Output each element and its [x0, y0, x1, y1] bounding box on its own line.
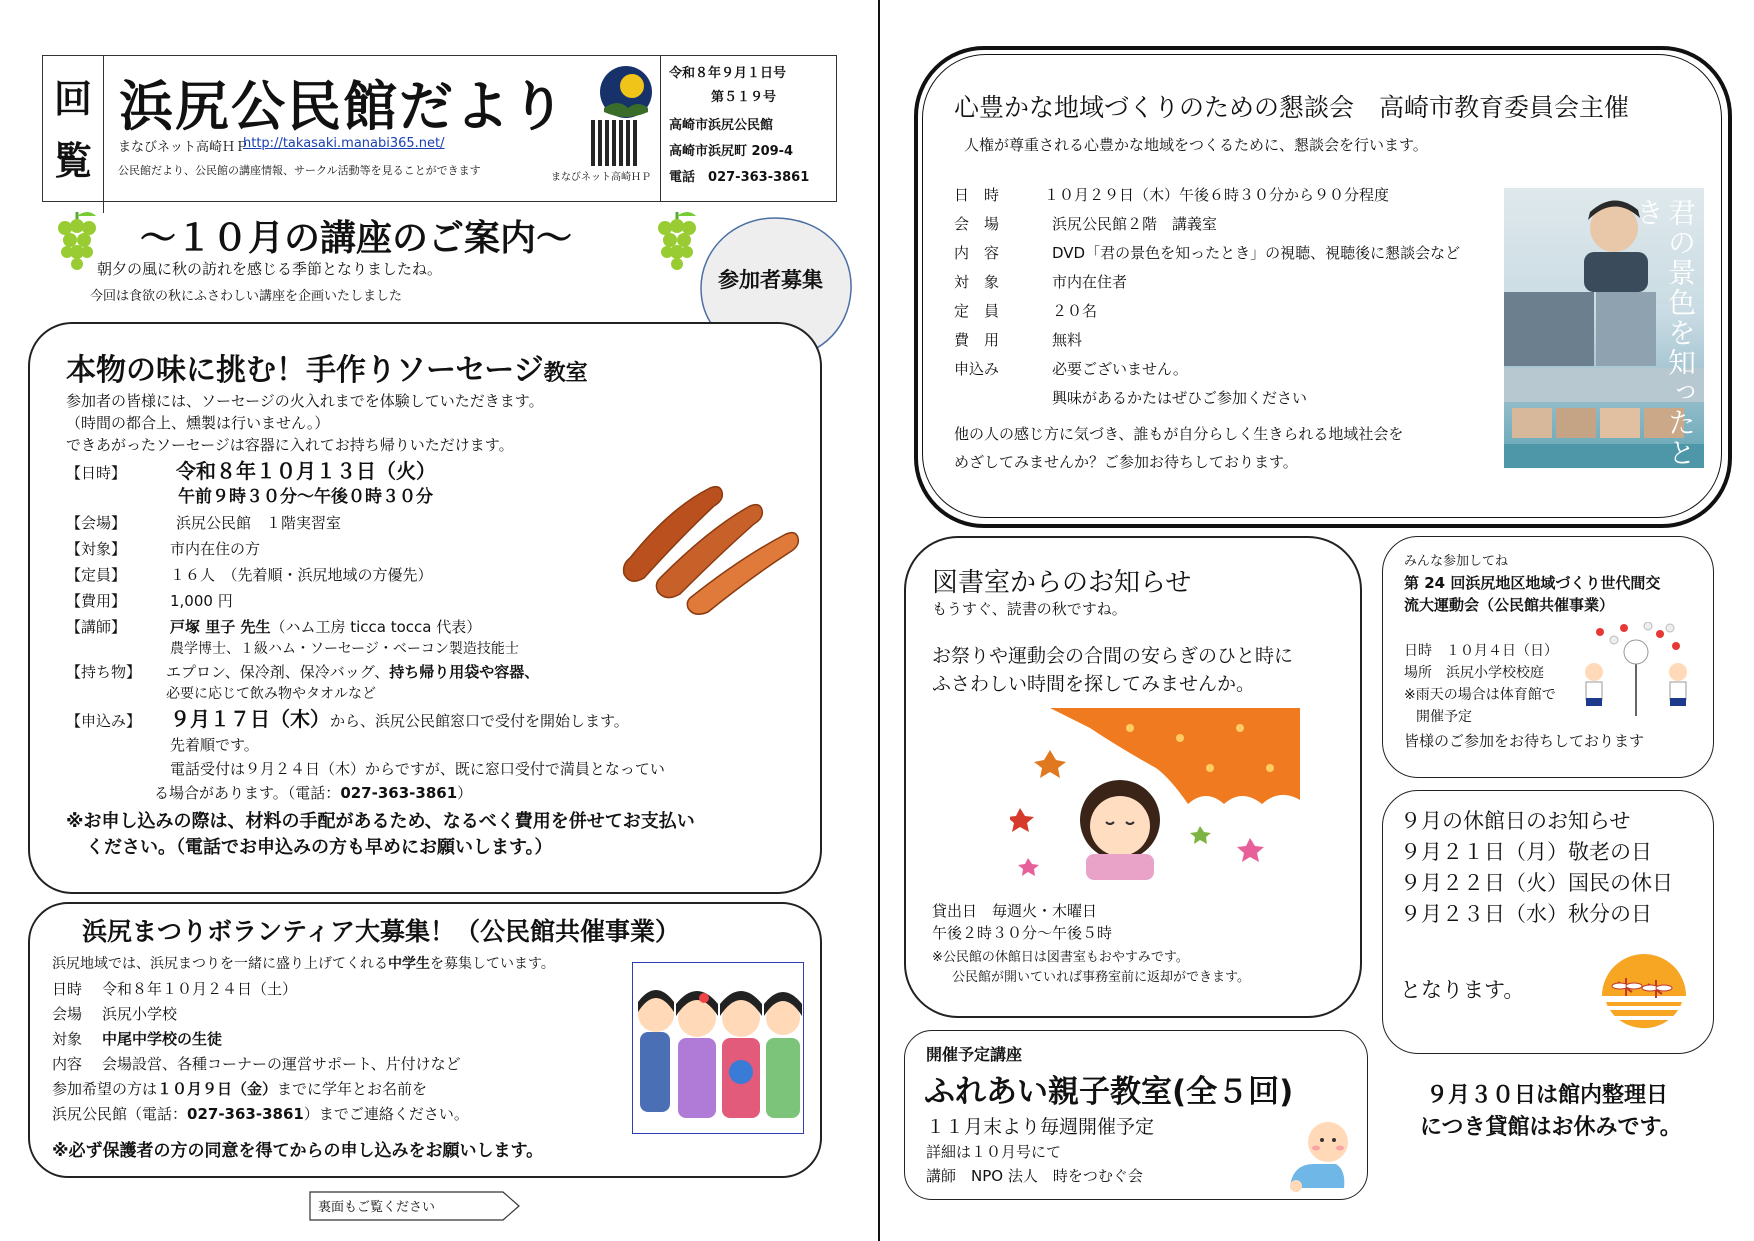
items-bold: 持ち帰り用袋や容器、	[389, 663, 540, 681]
instructor-org: （ハム工房 ticca tocca 代表）	[270, 618, 482, 636]
volunteer-desc-bold: 中学生	[388, 956, 430, 972]
october-intro: 今回は食欲の秋にふさわしい講座を企画いたしました	[90, 289, 403, 304]
sausage-title-suffix: 教室	[543, 361, 588, 386]
apply-text: ）までご連絡ください。	[303, 1105, 469, 1123]
instructor-name: 戸塚 里子 先生	[170, 618, 271, 636]
items-value-2: 必要に応じて飲み物やタオルなど	[166, 686, 376, 702]
target-value: 市内在住の方	[170, 540, 261, 558]
date-label: 日時	[52, 980, 83, 998]
library-lending	[932, 900, 1112, 944]
time-value: 午前９時３０分～午後０時３０分	[178, 487, 433, 507]
volunteer-title: 浜尻まつりボランティア大募集！（公民館共催事業）	[82, 917, 681, 946]
detail-extra: 興味があるかたはぜひご参加ください	[1052, 389, 1308, 407]
items-value: エプロン、保冷剤、保冷バッグ、	[166, 663, 390, 681]
site-link[interactable]: http://takasaki.manabi365.net/	[243, 136, 445, 151]
holiday-item: ９月２１日（月）敬老の日	[1400, 840, 1652, 864]
apply-date: ９月１７日（木）	[170, 707, 330, 731]
grape-icon	[50, 208, 104, 272]
date-label: 【日時】	[66, 464, 127, 482]
volunteer-details	[52, 952, 555, 1164]
items-label: 【持ち物】	[66, 663, 142, 681]
holiday-item: ９月２２日（火）国民の休日	[1400, 871, 1673, 895]
site-label: まなびネット高崎ＨＰ	[118, 140, 249, 155]
closing-note-line: ９月３０日は館内整理日	[1426, 1083, 1669, 1108]
content-label: 内容	[52, 1055, 83, 1073]
holidays-title: ９月の休館日のお知らせ	[1400, 809, 1631, 833]
apply-label: 【申込み】	[66, 712, 142, 730]
issue-info	[660, 56, 837, 201]
date-value: 令和８年１０月１３日（火）	[176, 459, 436, 483]
detail-line: 講師 NPO 法人 時をつむぐ会	[926, 1167, 1143, 1185]
target-label: 【対象】	[66, 540, 127, 558]
tel-label: 電話	[669, 170, 696, 185]
issue-date: 令和８年９月１日号	[669, 66, 787, 81]
closing-line: めざしてみませんか？ご参加お待ちしております。	[954, 453, 1298, 471]
venue-value: 浜尻公民館 １階実習室	[176, 514, 342, 532]
october-intro: 朝夕の風に秋の訪れを感じる季節となりましたね。	[97, 260, 443, 278]
detail-value: 無料	[1052, 331, 1083, 349]
apply-text: 浜尻公民館（電話：	[52, 1105, 188, 1123]
qr-caption: まなびネット高崎ＨＰ	[551, 172, 651, 183]
apply-text: 先着順です。	[170, 736, 259, 754]
body-line: ふさわしい時間を探してみませんか。	[932, 673, 1256, 695]
org-address: 高崎市浜尻町 209-4	[669, 144, 794, 159]
circulation-char: 覧	[53, 139, 92, 183]
detail-label: 対 象	[954, 273, 1000, 291]
newsletter-header	[42, 55, 837, 202]
title-line: 流大運動会（公民館共催事業）	[1404, 596, 1615, 614]
venue-label: 会場	[52, 1005, 83, 1023]
lending-line: 貸出日 毎週火・木曜日	[932, 902, 1098, 920]
circulation-stamp	[43, 56, 104, 213]
apply-text: ）	[457, 784, 473, 802]
sports-rain: 開催予定	[1416, 709, 1472, 725]
sausage-description	[66, 390, 544, 456]
holiday-item: ９月２３日（水）秋分の日	[1400, 902, 1652, 926]
moon-logo-icon	[598, 64, 654, 120]
apply-date: １０月９日（金）	[157, 1080, 278, 1098]
apply-tel: 027-363-3861	[187, 1105, 304, 1123]
apply-text: る場合があります。（電話：	[154, 784, 341, 802]
detail-label: 申込み	[954, 360, 1000, 378]
closing-line: 他の人の感じ方に気づき、誰もが自分らしく生きられる地域社会を	[954, 425, 1404, 443]
header-description: 公民館だより、公民館の講座情報、サークル活動等を見ることができます	[118, 164, 481, 177]
capacity-label: 【定員】	[66, 566, 127, 584]
forum-details	[954, 184, 1460, 416]
description-line: （時間の都合上、燻製は行いません。）	[66, 414, 330, 432]
body-line: お祭りや運動会の合間の安らぎのひと時に	[932, 645, 1294, 667]
sports-venue: 場所 浜尻小学校校庭	[1404, 665, 1544, 681]
upcoming-details	[926, 1140, 1143, 1188]
newsletter-title: 浜尻公民館だより	[119, 75, 567, 138]
closing-note	[1420, 1080, 1682, 1144]
apply-tel: 027-363-3861	[340, 784, 458, 802]
detail-label: 日 時	[954, 186, 1000, 204]
sausage-title	[66, 345, 588, 389]
apply-text: 電話受付は９月２４日（木）からですが、既に窓口受付で満員となってい	[170, 760, 665, 778]
venue-value: 浜尻小学校	[102, 1005, 178, 1023]
volunteer-desc: を募集しています。	[430, 956, 555, 972]
detail-value: 必要ございません。	[1052, 360, 1188, 378]
sausage-title-main: 本物の味に挑む！手作りソーセージ	[66, 353, 544, 388]
forum-subtitle: 人権が尊重される心豊かな地域をつくるために、懇談会を行います。	[964, 136, 1428, 154]
consent-note: ※必ず保護者の方の同意を得てからの申し込みをお願いします。	[52, 1141, 544, 1161]
volunteer-desc: 浜尻地域では、浜尻まつりを一緒に盛り上げてくれる	[52, 956, 388, 972]
apply-text: 参加希望の方は	[52, 1080, 158, 1098]
dragonfly-sunset-icon	[1596, 946, 1692, 1040]
fee-label: 【費用】	[66, 592, 127, 610]
apply-text: までに学年とお名前を	[277, 1080, 428, 1098]
movie-poster-title: 君の景色を知ったとき	[1632, 198, 1697, 468]
forum-closing	[954, 420, 1403, 476]
sausage-illustration-icon	[600, 468, 810, 618]
october-heading: ～１０月の講座のご案内～	[140, 218, 573, 259]
library-notes	[932, 948, 1250, 988]
venue-label: 【会場】	[66, 514, 127, 532]
sports-closing: 皆様のご参加をお待ちしております	[1404, 732, 1645, 750]
detail-value: 浜尻公民館２階 講義室	[1052, 215, 1218, 233]
recruit-bubble-text: 参加者募集	[718, 268, 823, 292]
note-line: ※公民館の休館日は図書室もおやすみです。	[932, 950, 1189, 965]
closing-note-line: につき貸館はお休みです。	[1420, 1115, 1682, 1140]
autumn-reading-illustration-icon	[1010, 708, 1300, 880]
issue-number: 第５１９号	[711, 90, 777, 105]
forum-title: 心豊かな地域づくりのための懇談会 高崎市教育委員会主催	[954, 93, 1630, 122]
sports-rain: ※雨天の場合は体育館で	[1404, 687, 1556, 703]
payment-note: ください。（電話でお申込みの方も早めにお願いします。）	[86, 837, 553, 858]
detail-value: １０月２９日（木）午後６時３０分から９０分程度	[1044, 186, 1390, 204]
page-divider	[878, 0, 880, 1241]
upcoming-title: ふれあい親子教室(全５回)	[924, 1074, 1294, 1110]
upcoming-kicker: 開催予定講座	[926, 1045, 1023, 1064]
holidays-suffix: となります。	[1400, 978, 1525, 1002]
tel-number: 027-363-3861	[708, 170, 810, 185]
instructor-title: 農学博士、１級ハム・ソーセージ・ベーコン製造技能士	[170, 641, 519, 657]
capacity-value: １６人 （先着順・浜尻地域の方優先）	[170, 566, 433, 584]
org-tel	[669, 166, 809, 185]
target-value: 中尾中学校の生徒	[102, 1030, 223, 1048]
apply-text: から、浜尻公民館窓口で受付を開始します。	[330, 712, 629, 730]
instructor-label: 【講師】	[66, 618, 127, 636]
qr-code-icon[interactable]	[591, 120, 637, 166]
org-name: 高崎市浜尻公民館	[669, 118, 774, 133]
ball-toss-illustration-icon	[1580, 622, 1692, 718]
payment-note: ※お申し込みの際は、材料の手配があるため、なるべく費用を併せてお支払い	[66, 811, 695, 832]
note-line: 公民館が開いていれば事務室前に返却ができます。	[952, 970, 1250, 985]
library-body	[932, 642, 1293, 698]
library-title: 図書室からのお知らせ	[932, 568, 1192, 598]
date-value: 令和８年１０月２４日（土）	[102, 980, 298, 998]
detail-label: 定 員	[954, 302, 1000, 320]
fee-value: 1,000 円	[170, 592, 233, 610]
detail-value: ２０名	[1052, 302, 1098, 320]
description-line: 参加者の皆様には、ソーセージの火入れまでを体験していただきます。	[66, 392, 544, 410]
movie-poster	[1504, 188, 1704, 468]
description-line: できあがったソーセージは容器に入れてお持ち帰りいただけます。	[66, 436, 514, 454]
library-subtitle: もうすぐ、読書の秋ですね。	[932, 600, 1127, 618]
content-value: 会場設営、各種コーナーの運営サポート、片付けなど	[102, 1055, 461, 1073]
detail-value: DVD「君の景色を知ったとき」の視聴、視聴後に懇談会など	[1052, 244, 1461, 262]
yukata-children-illustration-icon	[632, 962, 804, 1134]
detail-label: 費 用	[954, 331, 1000, 349]
detail-label: 会 場	[954, 215, 1000, 233]
upcoming-schedule: １１月末より毎週開催予定	[926, 1116, 1155, 1138]
title-line: 第 24 回浜尻地区地域づくり世代間交	[1404, 574, 1661, 592]
detail-label: 内 容	[954, 244, 1000, 262]
holidays-list	[1400, 806, 1673, 930]
baby-crawling-icon	[1286, 1118, 1356, 1194]
sports-title	[1404, 572, 1660, 616]
sports-date: 日時 １０月４日（日）	[1404, 643, 1558, 659]
sports-kicker: みんな参加してね	[1404, 554, 1509, 569]
back-page-note: 裏面もご覧ください	[318, 1200, 436, 1215]
target-label: 対象	[52, 1030, 83, 1048]
detail-line: 詳細は１０月号にて	[926, 1143, 1062, 1161]
detail-value: 市内在住者	[1052, 273, 1128, 291]
lending-line: 午後２時３０分～午後５時	[932, 924, 1113, 942]
circulation-char: 回	[53, 77, 92, 121]
